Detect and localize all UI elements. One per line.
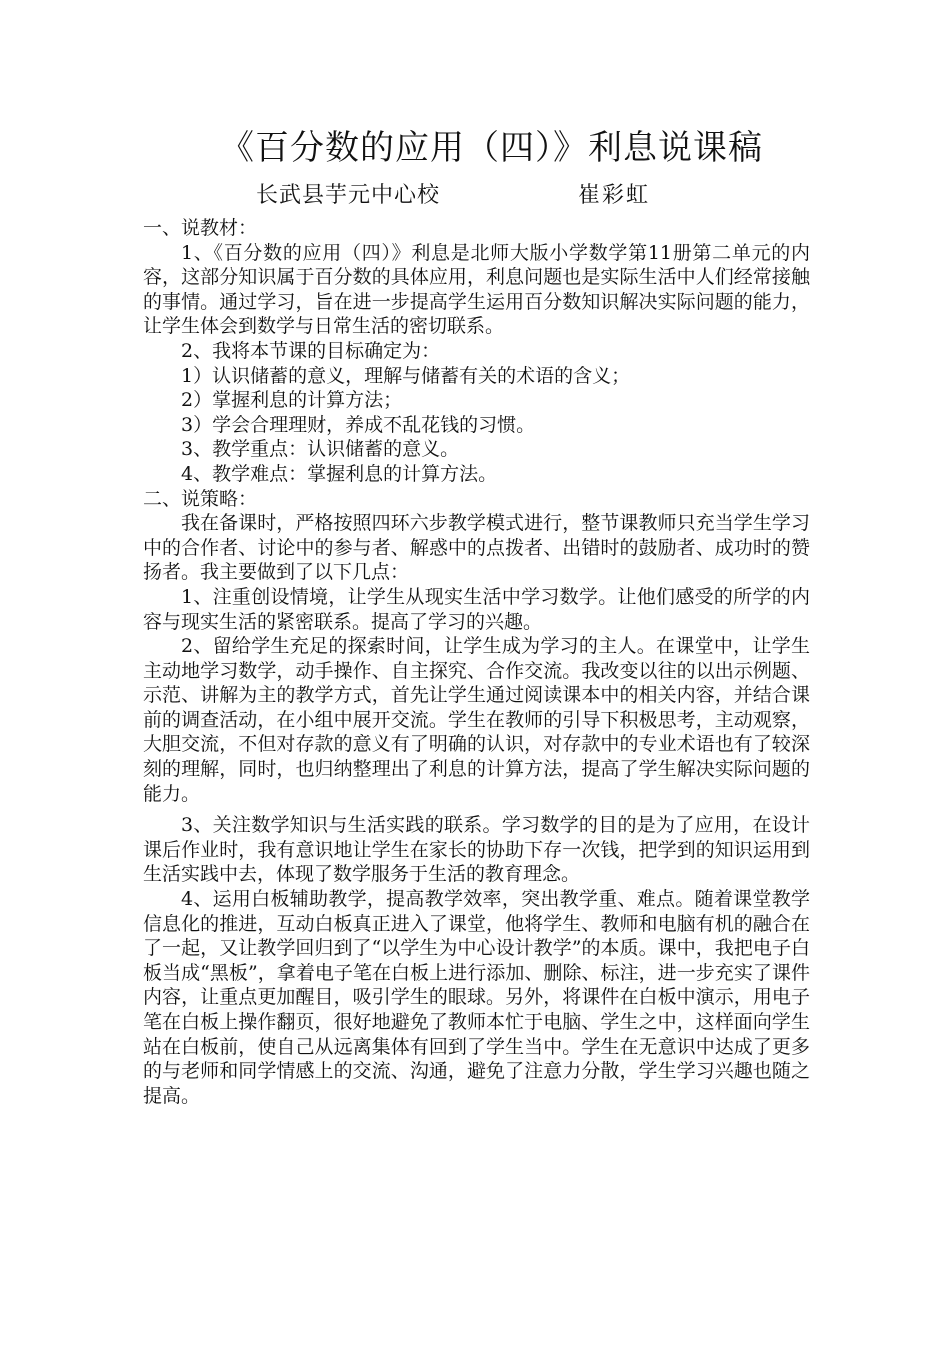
paragraph: 我在备课时，严格按照四环六步教学模式进行，整节课教师只充当学生学习中的合作者、讨论中的参与者、解惑中的点拨者、出错时的鼓励者、成功时的赞扬者。我主要做到了以下几点： — [143, 512, 810, 584]
paragraph: 2）掌握利息的计算方法； — [181, 389, 403, 412]
paragraph: 1、《百分数的应用（四）》利息是北师大版小学数学第11册第二单元的内容，这部分知识属于百分数的具体应用，利息问题也是实际生活中人们经常接触的事情。通过学习，旨在进一步提高学生运用百分数知识解决实际问题的能力，让学生体会到数学与日常生活的密切联系。 — [143, 241, 810, 338]
byline — [143, 178, 810, 214]
paragraph: 3、关注数学知识与生活实践的联系。学习数学的目的是为了应用，在设计课后作业时，我有意识地让学生在家长的协助下存一次钱，把学到的知识运用到生活实践中去，体现了数学服务于生活的教育理念。 — [143, 814, 810, 886]
paragraph: 4、教学难点：掌握利息的计算方法。 — [181, 462, 498, 485]
paragraph: 4、运用白板辅助教学，提高教学效率，突出教学重、难点。随着课堂教学信息化的推进，互动白板真正进入了课堂，他将学生、教师和电脑有机的融合在了一起，又让教学回归到了“以学生为中心设计教学”的本质。课中，我把电子白板当成“黑板”，拿着电子笔在白板上进行添加、删除、标注，进一步充实了课件内容，让重点更加醒目，吸引学生的眼球。另外，将课件在白板中演示，用电子笔在白板上操作翻页，很好地避免了教师本忙于电脑、学生之中，这样面向学生站在白板前，使自己从远离集体有回到了学生当中。学生在无意识中达成了更多的与老师和同学情感上的交流、沟通，避免了注意力分散，学生学习兴趣也随之提高。 — [143, 888, 810, 1107]
document-page — [143, 122, 810, 1108]
paragraph: 1、注重创设情境，让学生从现实生活中学习数学。让他们感受的所学的内容与现实生活的紧密联系。提高了学习的兴趣。 — [143, 585, 810, 633]
paragraph: 2、我将本节课的目标确定为： — [181, 339, 441, 362]
section-heading: 一、说教材： — [143, 217, 258, 239]
document-title: 《百分数的应用（四）》利息说课稿 — [220, 128, 763, 168]
paragraph: 3）学会合理理财，养成不乱花钱的习惯。 — [181, 413, 536, 436]
section-teaching-material — [143, 216, 810, 487]
section-heading: 二、说策略： — [143, 487, 258, 510]
paragraph: 2、留给学生充足的探索时间，让学生成为学习的主人。在课堂中，让学生主动地学习数学，动手操作、自主探究、合作交流。我改变以往的以出示例题、示范、讲解为主的教学方式，首先让学生通过阅读课本中的相关内容，并结合课前的调查活动，在小组中展开交流。学生在教师的引导下积极思考，主动观察，大胆交流，不但对存款的意义有了明确的认识，对存款中的专业术语也有了较深刻的理解，同时，也归纳整理出了利息的计算方法，提高了学生解决实际问题的能力。 — [143, 635, 810, 805]
section-strategy — [143, 487, 810, 1109]
paragraph: 3、教学重点：认识储蓄的意义。 — [181, 438, 460, 461]
author-name: 崔彩虹 — [578, 183, 651, 208]
school-name: 长武县芋元中心校 — [256, 183, 441, 208]
paragraph: 1）认识储蓄的意义，理解与储蓄有关的术语的含义； — [181, 364, 631, 387]
